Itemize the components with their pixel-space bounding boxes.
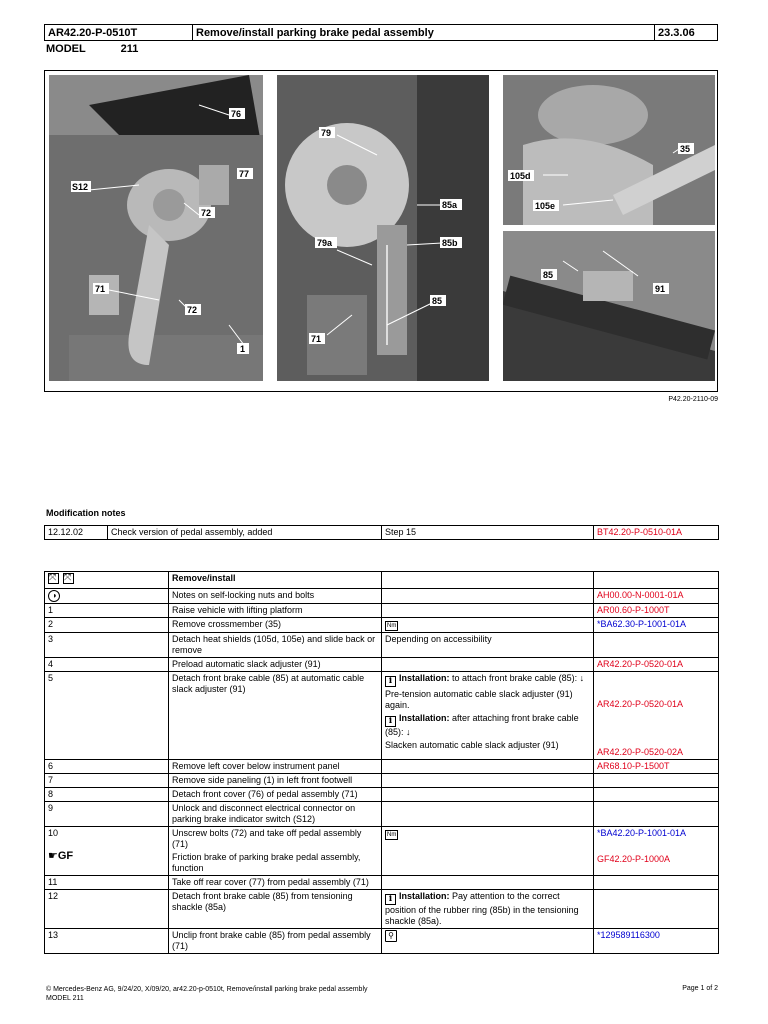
model-line (46, 43, 138, 55)
table-row: ◑ Notes on self-locking nuts and bolts AH00.00-N-0001-01A (45, 589, 719, 604)
notes-icon: ◑ (48, 590, 60, 602)
callout-85b-cable: 85 (543, 270, 554, 280)
notes-icon-cell (45, 589, 169, 604)
callout-35: 35 (680, 144, 691, 154)
header-label: Remove/install (169, 572, 382, 589)
ref-link[interactable]: AR68.10-P-1500T (594, 760, 719, 774)
table-row: 13 Unclip front brake cable (85) from pedal assembly (71) ⚲ *129589116300 (45, 929, 719, 954)
callout-79a: 79a (317, 238, 333, 248)
ref-link[interactable]: *BA62.30-P-1001-01A (594, 618, 719, 633)
figure-photos (44, 70, 718, 392)
table-row: 11 Take off rear cover (77) from pedal assembly (71) (45, 876, 719, 890)
header-icons (45, 572, 169, 589)
callout-71b: 71 (311, 334, 322, 344)
table-row: 6 Remove left cover below instrument panel AR68.10-P-1500T (45, 760, 719, 774)
callout-105e: 105e (535, 201, 556, 211)
ref-link[interactable]: AR42.20-P-0520-02A (597, 747, 684, 757)
ref-link[interactable]: GF42.20-P-1000A (597, 854, 671, 864)
copyright: © Mercedes-Benz AG, 9/24/20, X/09/20, ar42.20-p-0510t, Remove/install parking brake pedal assembly (46, 986, 368, 993)
tool-icon: ⚲ (385, 930, 397, 942)
ref-link[interactable]: *129589116300 (594, 929, 719, 954)
mod-text: Check version of pedal assembly, added (108, 526, 382, 540)
table-row: 12 Detach front brake cable (85) from tensioning shackle (85a) i Installation: Pay attention to the correct position of the rubber ring (85b) in the tensioning shackle (85a). (45, 890, 719, 929)
photo-tensioning-shackle (277, 75, 489, 381)
table-row (45, 526, 719, 540)
photo-slack-adjuster (503, 231, 715, 381)
table-row: 10 ☛GF Unscrew bolts (72) and take off pedal assembly (71) Friction brake of parking brake pedal assembly, function Nm *BA42.20-P-1001-01A GF42.20-P-1000A (45, 827, 719, 876)
footer (46, 985, 368, 1003)
model-value: 211 (120, 43, 139, 55)
table-row: 5 Detach front brake cable (85) at automatic cable slack adjuster (91) i Installation: to attach front brake cable (85): ↓ Pre-tension automatic cable slack adjuster (91) again. i Installation: after attaching front brake cable (85): ↓ Slacken automatic cable slack adjuster (91) AR42.20-P-0520-01A AR42.20-P-0520-02A (45, 672, 719, 760)
procedure-table (44, 571, 719, 954)
mod-date: 12.12.02 (45, 526, 108, 540)
callout-71: 71 (95, 284, 106, 294)
ref-link[interactable]: AR42.20-P-0520-01A (594, 658, 719, 672)
info-icon: i (385, 894, 396, 905)
callout-s12: S12 (72, 182, 89, 192)
figure-reference: P42.20-2110-09 (668, 396, 718, 403)
info-icon: i (385, 716, 396, 727)
ref-link[interactable]: AR42.20-P-0520-01A (597, 699, 684, 709)
installation-note: i Installation: after attaching front brake cable (85): ↓ (385, 713, 579, 737)
callout-85a: 85a (442, 200, 458, 210)
modification-notes-title: Modification notes (46, 508, 126, 518)
table-row: 9 Unlock and disconnect electrical connector on parking brake indicator switch (S12) (45, 802, 719, 827)
table-header-row (45, 572, 719, 589)
footer-model: MODEL 211 (46, 995, 84, 1002)
doc-title: Remove/install parking brake pedal assembly (193, 25, 655, 40)
ref-link[interactable]: *BA42.20-P-1001-01A (597, 828, 687, 838)
doc-id: AR42.20-P-0510T (45, 25, 193, 40)
ref-link[interactable]: AH00.00-N-0001-01A (594, 589, 719, 604)
table-row: 3 Detach heat shields (105d, 105e) and slide back or remove Depending on accessibility (45, 633, 719, 658)
info-icon: i (385, 676, 396, 687)
callout-105d: 105d (510, 171, 531, 181)
table-row: 1 Raise vehicle with lifting platform AR00.60-P-1000T (45, 604, 719, 618)
remove-icon (48, 573, 59, 584)
callout-91: 91 (655, 284, 666, 294)
mod-step: Step 15 (382, 526, 594, 540)
callout-85a-cable: 85 (432, 296, 443, 306)
install-icon (63, 573, 74, 584)
modification-notes-table (44, 525, 719, 540)
torque-nm-icon: Nm (387, 832, 397, 838)
table-row: 2 Remove crossmember (35) Nm *BA62.30-P-1001-01A (45, 618, 719, 633)
table-row: 7 Remove side paneling (1) in left front footwell (45, 774, 719, 788)
gf-icon: ☛GF (48, 850, 74, 862)
callout-77: 77 (239, 169, 250, 179)
doc-date: 23.3.06 (658, 27, 695, 39)
photo-heat-shields (503, 75, 715, 225)
document-header (44, 24, 718, 41)
page-number: Page 1 of 2 (682, 985, 718, 992)
callout-72a: 72 (201, 208, 212, 218)
model-label: MODEL (46, 43, 86, 55)
table-row: 4 Preload automatic slack adjuster (91) AR42.20-P-0520-01A (45, 658, 719, 672)
installation-note: i Installation: to attach front brake cable (85): ↓ (385, 673, 584, 683)
mod-ref-link[interactable]: BT42.20-P-0510-01A (594, 526, 719, 540)
torque-nm-icon: Nm (387, 623, 397, 629)
callout-79: 79 (321, 128, 332, 138)
callout-85b: 85b (442, 238, 458, 248)
callout-76: 76 (231, 109, 242, 119)
callout-72b: 72 (187, 305, 198, 315)
photo-pedal-assembly (49, 75, 263, 381)
table-row: 8 Detach front cover (76) of pedal assembly (71) (45, 788, 719, 802)
callout-1: 1 (240, 344, 246, 354)
ref-link[interactable]: AR00.60-P-1000T (594, 604, 719, 618)
